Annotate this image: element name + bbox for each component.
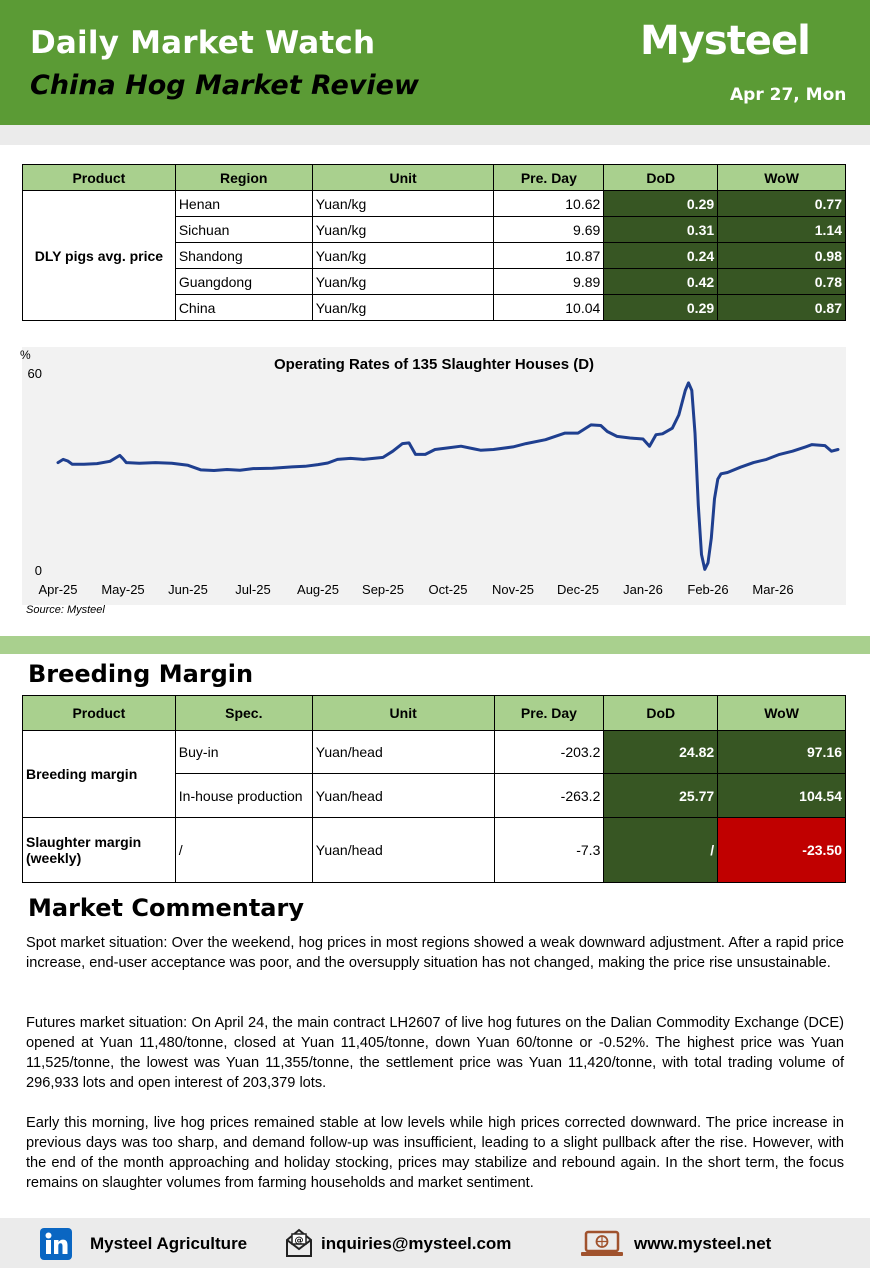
website-link[interactable]: www.mysteel.net	[634, 1234, 772, 1253]
preday-cell: -203.2	[494, 731, 604, 774]
col-header-spec: Spec.	[175, 696, 312, 731]
wow-cell: 0.87	[718, 295, 846, 321]
spec-cell: In-house production	[175, 774, 312, 818]
spec-cell: /	[175, 818, 312, 883]
report-subtitle: China Hog Market Review	[30, 70, 419, 101]
col-header-dod: DoD	[604, 696, 718, 731]
table-row	[23, 818, 846, 883]
region-cell: Sichuan	[175, 217, 312, 243]
chart-title: Operating Rates of 135 Slaughter Houses (D)	[273, 356, 595, 373]
wow-cell: 1.14	[718, 217, 846, 243]
region-cell: Shandong	[175, 243, 312, 269]
svg-text:@: @	[294, 1236, 304, 1246]
col-header-wow: WoW	[718, 165, 846, 191]
breeding-table	[22, 695, 846, 883]
x-tick-label: Jan-26	[623, 582, 663, 597]
unit-cell: Yuan/kg	[312, 191, 494, 217]
spec-cell: Buy-in	[175, 731, 312, 774]
col-header-unit: Unit	[312, 165, 494, 191]
col-header-dod: DoD	[604, 165, 718, 191]
y-axis-unit-label: %	[20, 348, 31, 362]
y-tick-label: 60	[27, 366, 42, 381]
x-tick-label: Nov-25	[492, 582, 534, 597]
preday-cell: -263.2	[494, 774, 604, 818]
col-header-product: Product	[23, 696, 176, 731]
dod-cell: 24.82	[604, 731, 718, 774]
region-cell: Henan	[175, 191, 312, 217]
chart-panel	[20, 347, 846, 616]
wow-cell: 0.78	[718, 269, 846, 295]
breeding-margin-title: Breeding Margin	[28, 660, 254, 688]
unit-cell: Yuan/head	[312, 818, 494, 883]
linkedin-link[interactable]: Mysteel Agriculture	[90, 1234, 248, 1253]
wow-cell: 0.77	[718, 191, 846, 217]
col-header-region: Region	[175, 165, 312, 191]
price-table	[22, 164, 846, 321]
wow-cell: 104.54	[718, 774, 846, 818]
website-icon	[580, 1230, 624, 1258]
table-row	[23, 191, 846, 217]
footer-bar	[0, 1218, 870, 1268]
col-header-preday: Pre. Day	[494, 696, 604, 731]
x-tick-label: Mar-26	[752, 582, 794, 597]
table-header-row	[23, 696, 846, 731]
x-tick-label: Aug-25	[297, 582, 339, 597]
preday-cell: -7.3	[494, 818, 604, 883]
product-cell: DLY pigs avg. price	[23, 191, 176, 321]
header-divider	[0, 125, 870, 145]
unit-cell: Yuan/kg	[312, 295, 494, 321]
col-header-unit: Unit	[312, 696, 494, 731]
x-tick-label: Jul-25	[235, 582, 271, 597]
x-tick-label: May-25	[101, 582, 145, 597]
report-date: Apr 27, Mon	[730, 85, 847, 105]
preday-cell: 10.87	[494, 243, 604, 269]
market-commentary-title: Market Commentary	[28, 894, 304, 922]
unit-cell: Yuan/head	[312, 731, 494, 774]
dod-cell: 0.42	[604, 269, 718, 295]
table-row	[23, 731, 846, 774]
preday-cell: 9.69	[494, 217, 604, 243]
preday-cell: 10.62	[494, 191, 604, 217]
commentary-paragraph-spot: Spot market situation: Over the weekend, hog prices in most regions showed a weak downward adjustment. After a rapid price increase, end-user acceptance was poor, and the oversupply situation has not changed, making the price rise unsustainable.	[26, 935, 844, 971]
col-header-preday: Pre. Day	[494, 165, 604, 191]
unit-cell: Yuan/kg	[312, 243, 494, 269]
dod-cell: 0.31	[604, 217, 718, 243]
commentary-paragraph-outlook: Early this morning, live hog prices remained stable at low levels while high prices corrected downward. The price increase in previous days was too sharp, and demand follow-up was insufficient, leading to a slight pullback after the rise. However, with the end of the month approaching and holiday stocking, prices may stabilize and rebound again. In the short term, the focus remains on slaughter volumes from farming households and market sentiment.	[26, 1115, 844, 1191]
linkedin-icon[interactable]	[40, 1228, 72, 1260]
wow-cell: -23.50	[718, 818, 846, 883]
x-tick-label: Oct-25	[428, 582, 468, 597]
col-header-wow: WoW	[718, 696, 846, 731]
preday-cell: 9.89	[494, 269, 604, 295]
email-link[interactable]: inquiries@mysteel.com	[321, 1234, 512, 1253]
chart-source: Source: Mysteel	[26, 604, 105, 616]
dod-cell: 0.29	[604, 191, 718, 217]
operating-rate-chart	[20, 347, 846, 616]
region-cell: Guangdong	[175, 269, 312, 295]
product-cell: Slaughter margin (weekly)	[23, 818, 176, 883]
series-line	[58, 383, 838, 570]
product-cell: Breeding margin	[23, 731, 176, 818]
dod-cell: 0.29	[604, 295, 718, 321]
x-tick-label: Jun-25	[168, 582, 208, 597]
commentary-paragraph-futures: Futures market situation: On April 24, the main contract LH2607 of live hog futures on the Dalian Commodity Exchange (DCE) opened at Yuan 11,480/tonne, closed at Yuan 11,405/tonne, down Yuan 60/tonne or -0.52%. The highest price was Yuan 11,525/tonne, the lowest was Yuan 11,355/tonne, the settlement price was Yuan 11,420/tonne, with total trading volume of 296,933 lots and open interest of 203,379 lots.	[26, 1015, 844, 1091]
report-title: Daily Market Watch	[30, 25, 376, 61]
unit-cell: Yuan/kg	[312, 269, 494, 295]
preday-cell: 10.04	[494, 295, 604, 321]
wow-cell: 0.98	[718, 243, 846, 269]
dod-cell: 0.24	[604, 243, 718, 269]
region-cell: China	[175, 295, 312, 321]
x-tick-label: Feb-26	[687, 582, 729, 597]
report-header	[0, 0, 870, 125]
email-icon	[285, 1228, 313, 1258]
x-tick-label: Dec-25	[557, 582, 599, 597]
dod-cell: 25.77	[604, 774, 718, 818]
x-tick-label: Apr-25	[38, 582, 78, 597]
col-header-product: Product	[23, 165, 176, 191]
wow-cell: 97.16	[718, 731, 846, 774]
unit-cell: Yuan/head	[312, 774, 494, 818]
unit-cell: Yuan/kg	[312, 217, 494, 243]
x-tick-label: Sep-25	[362, 582, 404, 597]
dod-cell: /	[604, 818, 718, 883]
table-header-row	[23, 165, 846, 191]
section-divider	[0, 636, 870, 654]
y-tick-label: 0	[34, 563, 42, 578]
mysteel-logo: Mysteel	[640, 18, 810, 64]
